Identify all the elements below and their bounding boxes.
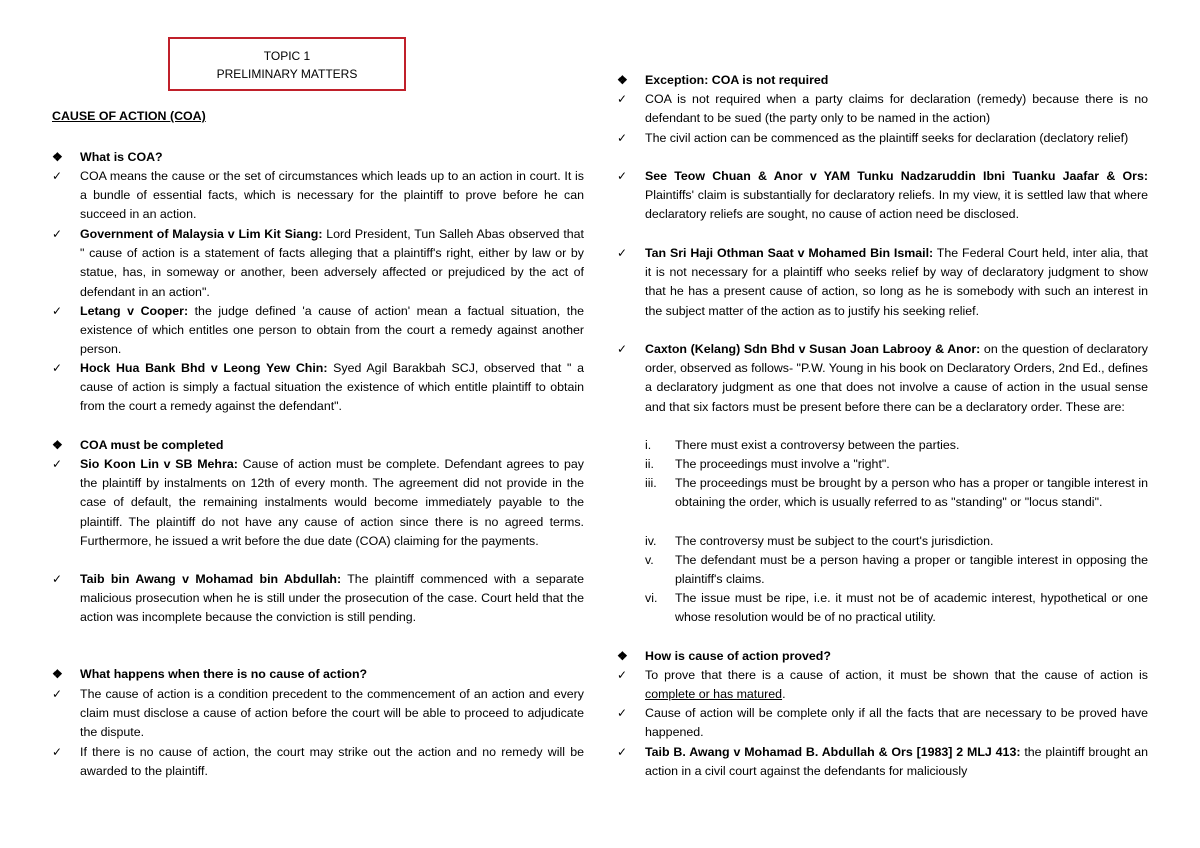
sub-item: iii. The proceedings must be brought by a person who has a proper or tangible interest in obtaining the order, which is usually referred to as "standing" or "locus standi". bbox=[645, 476, 1148, 510]
topic-box bbox=[168, 37, 406, 91]
check-bullet-icon: ✓ bbox=[617, 668, 628, 682]
heading-how-proved: ❖ How is cause of action proved? bbox=[617, 647, 1148, 666]
sub-item: i. There must exist a controversy between the parties. bbox=[645, 438, 960, 452]
check-bullet-icon: ✓ bbox=[52, 745, 63, 759]
sub-item: iv. The controversy must be subject to the court's jurisdiction. bbox=[645, 534, 994, 548]
diamond-bullet-icon: ❖ bbox=[52, 438, 63, 452]
list-item: ✓ Taib bin Awang v Mohamad bin Abdullah: The plaintiff commenced with a separate malicious prosecution when he is still under the prosecution of the case. Court held that the action was incomplete because the conviction is still pending. bbox=[52, 572, 584, 625]
check-bullet-icon: ✓ bbox=[617, 706, 628, 720]
heading-what-is-coa: ❖ What is COA? bbox=[52, 148, 584, 167]
check-bullet-icon: ✓ bbox=[617, 131, 628, 145]
list-item: ✓ Government of Malaysia v Lim Kit Siang: Lord President, Tun Salleh Abas observed that " cause of action is a statement of facts alleging that a plaintiff's right, either by law or by statue, has, in someway or another, been adversely affected or prejudiced by the act of defendant in an action". bbox=[52, 227, 584, 299]
list-item: ✓ Taib B. Awang v Mohamad B. Abdullah & Ors [1983] 2 MLJ 413: the plaintiff brought an action in a civil court against the defendants for maliciously bbox=[617, 745, 1148, 779]
list-item: ✓ The civil action can be commenced as the plaintiff seeks for declaration (declatory relief) bbox=[617, 129, 1148, 148]
diamond-bullet-icon: ❖ bbox=[617, 73, 628, 87]
list-item: ✓ Cause of action will be complete only if all the facts that are necessary to be proved have happened. bbox=[617, 706, 1148, 740]
sub-item: ii. The proceedings must involve a "right". bbox=[645, 457, 890, 471]
list-item: ✓ COA means the cause or the set of circumstances which leads up to an action in court. It is a bundle of essential facts, which is necessary for the plaintiff to prove before he can succeed in an action. bbox=[52, 169, 584, 222]
heading-no-cause: ❖ What happens when there is no cause of action? bbox=[52, 665, 584, 684]
sub-item: vi. The issue must be ripe, i.e. it must not be of academic interest, hypothetical or one whose resolution would be of no practical utility. bbox=[645, 591, 1148, 625]
check-bullet-icon: ✓ bbox=[52, 304, 63, 318]
list-item: ✓ Hock Hua Bank Bhd v Leong Yew Chin: Syed Agil Barakbah SCJ, observed that " a cause of action is simply a factual situation the existence of which entitle plaintiff to obtain from the court a remedy against the defendant". bbox=[52, 361, 584, 414]
check-bullet-icon: ✓ bbox=[52, 457, 63, 471]
diamond-bullet-icon: ❖ bbox=[52, 667, 63, 681]
check-bullet-icon: ✓ bbox=[617, 169, 628, 183]
list-item: ✓ Letang v Cooper: the judge defined 'a cause of action' mean a factual situation, the existence of which entitles one person to obtain from the court a remedy against another person. bbox=[52, 304, 584, 357]
heading-coa-completed: ❖ COA must be completed bbox=[52, 436, 584, 455]
check-bullet-icon: ✓ bbox=[617, 745, 628, 759]
list-item: ✓ Sio Koon Lin v SB Mehra: Cause of action must be complete. Defendant agrees to pay the plaintiff by instalments on 12th of every month. The agreement did not provide in the case of default, the remaining instalments would become immediately payable to the plaintiff. The plaintiff do not have any cause of action since there is no agreed terms. Furthermore, he issued a writ before the due date (COA) claiming for the payments. bbox=[52, 457, 584, 548]
list-item: ✓ If there is no cause of action, the court may strike out the action and no remedy will be awarded to the plaintiff. bbox=[52, 745, 584, 779]
check-bullet-icon: ✓ bbox=[617, 92, 628, 106]
check-bullet-icon: ✓ bbox=[52, 687, 63, 701]
diamond-bullet-icon: ❖ bbox=[617, 649, 628, 663]
list-item: ✓ COA is not required when a party claims for declaration (remedy) because there is no defendant to be sued (the party only to be named in the action) bbox=[617, 92, 1148, 126]
topic-number: TOPIC 1 bbox=[263, 49, 311, 63]
check-bullet-icon: ✓ bbox=[617, 342, 628, 356]
list-item: ✓ Caxton (Kelang) Sdn Bhd v Susan Joan Labrooy & Anor: on the question of declaratory order, observed as follows- "P.W. Young in his book on Declaratory Orders, 2nd Ed., defines a declaratory judgment as one that does not involve a cause of action in the usual sense and that six factors must be present before there can be a declaratory order. These are: bbox=[617, 342, 1149, 414]
heading-exception: ❖ Exception: COA is not required bbox=[617, 71, 1148, 90]
diamond-bullet-icon: ❖ bbox=[52, 150, 63, 164]
check-bullet-icon: ✓ bbox=[52, 227, 63, 241]
check-bullet-icon: ✓ bbox=[52, 361, 63, 375]
list-item: ✓ See Teow Chuan & Anor v YAM Tunku Nadzaruddin Ibni Tuanku Jaafar & Ors: Plaintiffs' claim is substantially for declaratory reliefs. In my view, it is settled law that where declaratory reliefs are sought, no cause of action need be disclosed. bbox=[617, 169, 1148, 222]
list-item: ✓ To prove that there is a cause of action, it must be shown that the cause of action is complete or has matured. bbox=[617, 668, 1148, 702]
topic-title: PRELIMINARY MATTERS bbox=[216, 67, 358, 81]
sub-item: v. The defendant must be a person having a proper or tangible interest in opposing the plaintiff's claims. bbox=[645, 553, 1148, 587]
list-item: ✓ The cause of action is a condition precedent to the commencement of an action and every claim must disclose a cause of action before the court will be able to proceed to adjudicate the dispute. bbox=[52, 687, 584, 740]
check-bullet-icon: ✓ bbox=[52, 169, 63, 183]
section-title: CAUSE OF ACTION (COA) bbox=[52, 109, 206, 123]
check-bullet-icon: ✓ bbox=[617, 246, 628, 260]
check-bullet-icon: ✓ bbox=[52, 572, 63, 586]
list-item: ✓ Tan Sri Haji Othman Saat v Mohamed Bin Ismail: The Federal Court held, inter alia, that it is not necessary for a plaintiff who seeks relief by way of declaratory judgment to show that he has a present cause of action, so long as he is somebody with such an interest in the subject matter of the action as to justify his seeking relief. bbox=[617, 246, 1148, 318]
